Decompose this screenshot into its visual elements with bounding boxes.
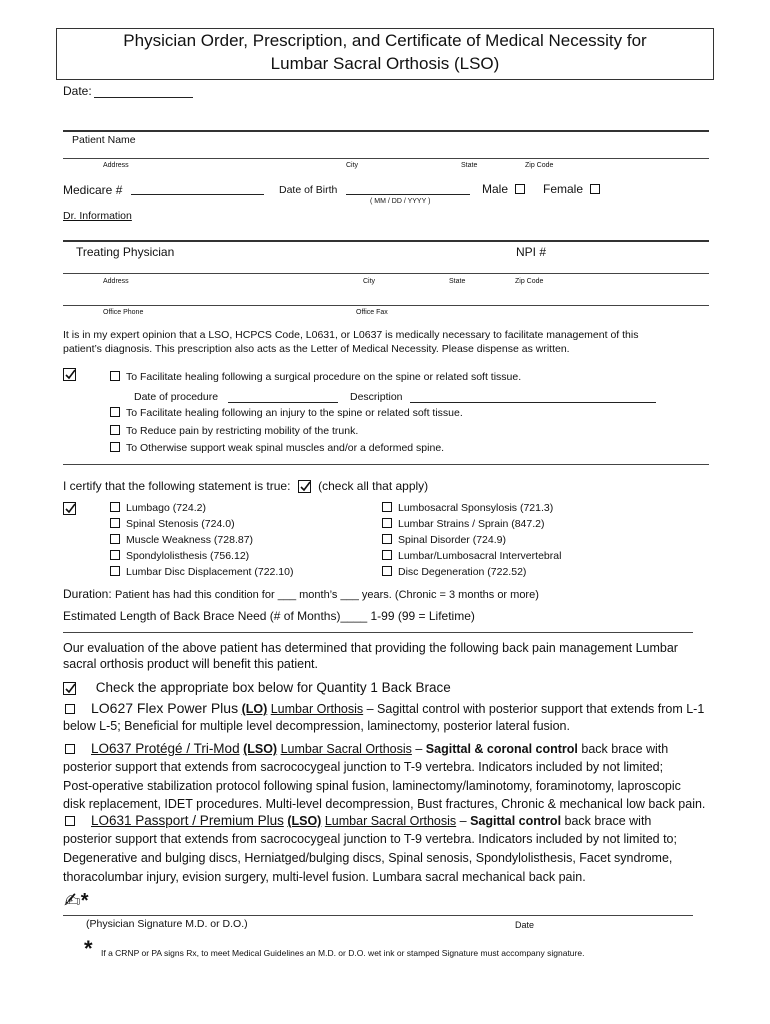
checkbox[interactable] — [110, 534, 120, 544]
description-field[interactable] — [410, 402, 656, 403]
duration-label: Duration: — [63, 587, 112, 601]
product-lo637: LO637 Protégé / Tri-Mod (LSO) Lumbar Sacral Orthosis – Sagittal & coronal control back brace with — [65, 741, 668, 756]
diagnosis-disc-displacement[interactable]: Lumbar Disc Displacement (722.10) — [110, 566, 294, 578]
dob-field[interactable] — [346, 194, 470, 195]
diagnosis-spinal-stenosis[interactable]: Spinal Stenosis (724.0) — [110, 518, 235, 530]
check-icon — [63, 368, 76, 381]
product-lo631: LO631 Passport / Premium Plus (LSO) Lumbar Sacral Orthosis – Sagittal control back brace with — [65, 813, 651, 828]
signature-date-label: Date — [515, 920, 535, 930]
date-field[interactable] — [94, 97, 193, 98]
product-lo631-line3: Degenerative and bulging discs, Herniatged/bulging discs, Spinal senosis, Spondylolisthesis, Facet syndrome, — [63, 851, 673, 865]
check-icon — [63, 502, 76, 515]
reason-reduce-pain-checkbox[interactable] — [110, 425, 120, 435]
diagnosis-strains-sprain[interactable]: Lumbar Strains / Sprain (847.2) — [382, 518, 545, 530]
product-lo627-line2: below L-5; Beneficial for multiple level decompression, laminectomy, posterior lateral fusion. — [63, 719, 570, 733]
product-lo631-line2: posterior support that extends from sacrococygeal junction to T-9 vertebra. Indicators included by not limited to; — [63, 832, 677, 846]
diagnosis-checked-box[interactable] — [63, 500, 76, 518]
product-lo637-name: LO637 Protégé / Tri-Mod — [91, 741, 240, 756]
product-lo631-checkbox[interactable] — [65, 816, 75, 826]
reason-surgical[interactable]: To Facilitate healing following a surgical procedure on the spine or related soft tissue. — [110, 371, 521, 383]
estimated-length: Estimated Length of Back Brace Need (# of Months)____ 1-99 (99 = Lifetime) — [63, 609, 475, 623]
office-phone-label: Office Phone — [103, 309, 144, 316]
checkbox[interactable] — [382, 518, 392, 528]
npi-label: NPI # — [516, 245, 547, 259]
signature-line[interactable] — [63, 915, 693, 916]
dob-format-hint: ( MM / DD / YYYY ) — [370, 198, 431, 205]
form-title-line1: Physician Order, Prescription, and Certificate of Medical Necessity for — [123, 31, 647, 50]
diagnosis-intervertebral[interactable]: Lumbar/Lumbosacral Intervertebral — [382, 550, 561, 562]
patient-address-label: Address — [103, 162, 129, 169]
opinion-line2: patient’s diagnosis. This prescription also acts as the Letter of Medical Necessity. Please dispense as written. — [63, 343, 570, 355]
physician-address-label: Address — [103, 278, 129, 285]
form-title-line2: Lumbar Sacral Orthosis (LSO) — [270, 54, 500, 73]
divider — [63, 130, 709, 132]
duration-text: Patient has had this condition for ___ month’s ___ years. (Chronic = 3 months or more) — [115, 589, 539, 601]
female-label: Female — [543, 182, 584, 196]
reason-injury[interactable]: To Facilitate healing following an injury to the spine or related soft tissue. — [110, 407, 463, 419]
quantity-row — [63, 680, 451, 695]
procedure-date-label: Date of procedure — [134, 391, 219, 403]
medicare-field[interactable] — [131, 194, 264, 195]
male-option[interactable] — [482, 182, 531, 196]
female-checkbox[interactable] — [590, 184, 600, 194]
diagnosis-spinal-disorder[interactable]: Spinal Disorder (724.9) — [382, 534, 506, 546]
diagnosis-lumbago[interactable]: Lumbago (724.2) — [110, 502, 206, 514]
checkbox[interactable] — [382, 534, 392, 544]
patient-name-field[interactable] — [63, 158, 709, 159]
product-lo637-line4: disk replacement, IDET procedures. Multi-level decompression, Bust fractures, Chronic & mechanical low back pain. — [63, 797, 706, 811]
product-lo631-line4: thoracolumbar injury, evision surgery, multi-level fusion. Lumbara sacral mechanical back pain. — [63, 870, 586, 884]
quantity-checkbox[interactable] — [63, 682, 76, 695]
product-lo631-name: LO631 Passport / Premium Plus — [91, 813, 284, 828]
certify-label: I certify that the following statement is true: — [63, 479, 291, 493]
reason-support[interactable]: To Otherwise support weak spinal muscles and/or a deformed spine. — [110, 442, 444, 454]
duration-row — [63, 587, 539, 601]
signature-note: If a CRNP or PA signs Rx, to meet Medical Guidelines an M.D. or D.O. wet ink or stamped Signature must accompany signature. — [101, 948, 585, 958]
product-lo627-checkbox[interactable] — [65, 704, 75, 714]
procedure-date-field[interactable] — [228, 402, 338, 403]
certify-checkbox[interactable] — [298, 480, 311, 493]
product-lo637-checkbox[interactable] — [65, 744, 75, 754]
checkbox[interactable] — [110, 518, 120, 528]
form-title-box — [56, 28, 714, 80]
office-fax-label: Office Fax — [356, 309, 388, 316]
product-lo627: LO627 Flex Power Plus (LO) Lumbar Orthosis – Sagittal control with posterior support that extends from L-1 — [65, 700, 704, 716]
physician-zip-label: Zip Code — [515, 278, 544, 285]
dr-information-heading: Dr. Information — [63, 210, 132, 222]
divider — [63, 632, 693, 633]
male-checkbox[interactable] — [515, 184, 525, 194]
diagnosis-disc-degeneration[interactable]: Disc Degeneration (722.52) — [382, 566, 526, 578]
opinion-line1: It is in my expert opinion that a LSO, HCPCS Code, L0631, or L0637 is medically necessary to facilitate management of this — [63, 329, 639, 341]
patient-name-label: Patient Name — [72, 134, 136, 146]
diagnosis-spondylolisthesis[interactable]: Spondylolisthesis (756.12) — [110, 550, 249, 562]
physician-city-label: City — [363, 278, 376, 285]
product-lo637-line2: posterior support that extends from sacrococygeal junction to T-9 vertebra. Indicators included by not limited; — [63, 760, 664, 774]
dob-label: Date of Birth — [279, 184, 338, 196]
asterisk-icon: * — [84, 936, 93, 961]
female-option[interactable] — [543, 182, 606, 196]
signature-label: (Physician Signature M.D. or D.O.) — [86, 918, 248, 930]
product-lo627-name: LO627 Flex Power Plus — [91, 700, 239, 716]
medicare-label: Medicare # — [63, 183, 123, 197]
date-label: Date: — [63, 84, 92, 98]
quantity-label: Check the appropriate box below for Quantity 1 Back Brace — [95, 680, 451, 695]
reason-reduce-pain[interactable]: To Reduce pain by restricting mobility of the trunk. — [110, 425, 358, 437]
checkbox[interactable] — [382, 550, 392, 560]
evaluation-line1: Our evaluation of the above patient has determined that providing the following back pain management Lumbar — [63, 641, 678, 655]
product-lo637-line3: Post-operative stabilization protocol following spinal fusion, laminectomy/laminotomy, foraminotomy, laproscopic — [63, 779, 681, 793]
checkbox[interactable] — [110, 550, 120, 560]
diagnosis-muscle-weakness[interactable]: Muscle Weakness (728.87) — [110, 534, 253, 546]
pen-signature-icon: ✍* — [64, 890, 89, 912]
checkbox[interactable] — [110, 502, 120, 512]
patient-city-label: City — [346, 162, 359, 169]
physician-state-label: State — [449, 278, 466, 285]
checkbox[interactable] — [382, 502, 392, 512]
divider — [63, 464, 709, 465]
divider — [63, 240, 709, 242]
reasons-checked-box[interactable] — [63, 366, 76, 384]
male-label: Male — [482, 182, 509, 196]
checkbox[interactable] — [382, 566, 392, 576]
diagnosis-sponsylosis[interactable]: Lumbosacral Sponsylosis (721.3) — [382, 502, 553, 514]
evaluation-line2: sacral orthosis product will benefit this patient. — [63, 657, 318, 671]
reason-support-checkbox[interactable] — [110, 442, 120, 452]
physician-address-field[interactable] — [63, 305, 709, 306]
check-all-note: (check all that apply) — [318, 479, 429, 493]
patient-state-label: State — [461, 162, 478, 169]
treating-physician-label: Treating Physician — [76, 245, 175, 259]
certify-row — [63, 479, 428, 493]
description-label: Description — [350, 391, 403, 403]
checkbox[interactable] — [110, 566, 120, 576]
patient-zip-label: Zip Code — [525, 162, 554, 169]
reason-surgical-checkbox[interactable] — [110, 371, 120, 381]
reason-injury-checkbox[interactable] — [110, 407, 120, 417]
physician-name-field[interactable] — [63, 273, 709, 274]
